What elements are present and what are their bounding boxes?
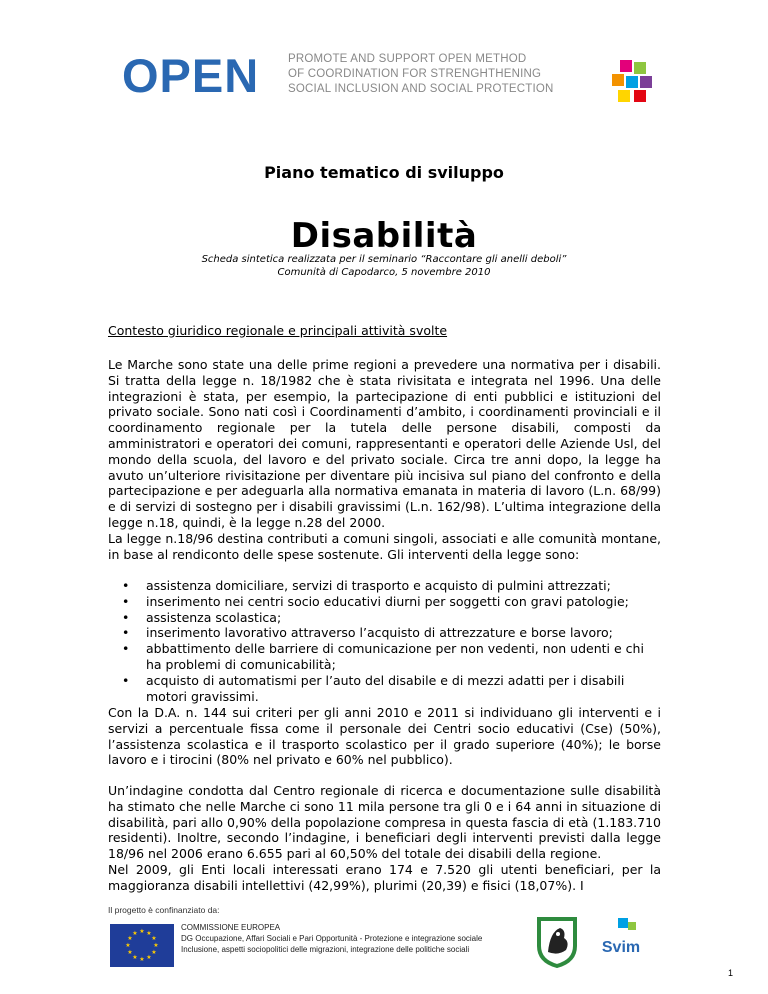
tagline-line: OF COORDINATION FOR STRENGHTHENING bbox=[288, 68, 542, 80]
svg-text:★: ★ bbox=[132, 930, 138, 937]
regione-marche-logo-icon bbox=[536, 916, 578, 968]
svg-text:★: ★ bbox=[146, 930, 152, 937]
eu-flag-icon bbox=[110, 924, 174, 967]
list-item-text: inserimento nei centri socio educativi diurni per soggetti con gravi patologie; bbox=[146, 593, 629, 609]
seminar-location: Comunità di Capodarco, 5 novembre 2010 bbox=[277, 267, 491, 278]
list-item-text: assistenza domiciliare, servizi di trasporto e acquisto di pulmini attrezzati; bbox=[146, 578, 611, 593]
paragraph-text: Le Marche sono state una delle prime regioni a prevedere una normativa per i disabili. Si tratta della legge n. 18/1982 che è stata rivisitata e integrata nel 1996. Una delle integrazioni è stata, per esempio, la partecipazione di enti pubblici e istituzioni del privato sociale. Sono nati così i Coordinamenti d’ambito, i coordinamenti provinciali e il coordinamento regionale per la tutela delle persone disabili, composti da amministratori e operatori dei comuni, rappresentanti e operatori delle Aziende Usl, del mondo della scuola, del lavoro e del privato sociale. Circa tre anni dopo, la legge ha avuto un’ulteriore rivisitazione per diventare più incisiva sul piano del confronto e della partecipazione e per adeguarla alla normativa emanata in materia di lavoro (L.n. 68/99) e di servizi di sostegno per i disabili gravissimi (L.n. 162/98). L’ultima integrazione della legge n.18, quindi, è la legge n.28 del 2000. bbox=[108, 357, 661, 530]
svim-label: Svim bbox=[601, 939, 641, 956]
svg-text:★: ★ bbox=[146, 954, 152, 961]
paragraph-text: Un’indagine condotta dal Centro regionale di ricerca e documentazione sulle disabilità ha stimato che nelle Marche ci sono 11 mila persone tra gli 0 e i 64 anni in situazione di disabilità, pari allo 0,90% della popolazione compresa in questa fascia di età (1.183.710 residenti). Inoltre, secondo l’indagine, i beneficiari degli interventi previsti dalla legge 18/96 nel 2006 erano 6.655 pari al 60,50% del totale dei disabili della regione. bbox=[108, 783, 661, 862]
list-item bbox=[108, 610, 661, 626]
bullet-icon: • bbox=[122, 625, 130, 641]
footer-line: DG Occupazione, Affari Sociali e Pari Opportunità - Protezione e integrazione sociale bbox=[181, 934, 483, 943]
svg-text:★: ★ bbox=[127, 949, 133, 956]
partner-logo-icon bbox=[612, 60, 654, 104]
paragraph-3 bbox=[108, 705, 661, 768]
paragraph-text: La legge n.18/96 destina contributi a comuni singoli, associati e alle comunità montane, in base al rendiconto delle spese sostenute. Gli interventi della legge sono: bbox=[108, 531, 661, 562]
svg-text:★: ★ bbox=[139, 928, 145, 935]
list-item-text: assistenza scolastica; bbox=[146, 609, 282, 625]
list-item bbox=[108, 641, 661, 673]
footer-line: Inclusione, aspetti sociopolitici delle migrazioni, integrazione delle politiche sociali bbox=[181, 945, 470, 954]
list-item-text: abbattimento delle barriere di comunicazione per non vedenti, non udenti e chi ha problemi di comunicabilità; bbox=[146, 641, 644, 672]
document-title: Disabilità bbox=[290, 216, 478, 256]
svg-text:★: ★ bbox=[139, 956, 145, 963]
tagline-line: PROMOTE AND SUPPORT OPEN METHOD bbox=[288, 53, 527, 65]
svg-text:★: ★ bbox=[127, 935, 133, 942]
page-number: 1 bbox=[728, 968, 734, 978]
list-item bbox=[108, 594, 661, 610]
list-item bbox=[108, 578, 661, 594]
paragraph-text: Nel 2009, gli Enti locali interessati erano 174 e 7.520 gli utenti beneficiari, per la maggioranza disabili intellettivi (42,99%), plurimi (20,39) e fisici (18,07%). I bbox=[108, 861, 661, 893]
paragraph-4 bbox=[108, 783, 661, 894]
svg-text:★: ★ bbox=[132, 954, 138, 961]
interventions-list bbox=[108, 578, 661, 704]
open-tagline bbox=[288, 52, 554, 97]
list-item-text: acquisto di automatismi per l’auto del disabile e di mezzi adatti per i disabili motori gravissimi. bbox=[146, 672, 625, 704]
open-logo: OPEN bbox=[122, 49, 260, 102]
section-heading: Contesto giuridico regionale e principali attività svolte bbox=[108, 323, 448, 338]
list-item bbox=[108, 625, 661, 641]
paragraph-text: Con la D.A. n. 144 sui criteri per gli anni 2010 e 2011 si individuano gli interventi e i servizi a percentuale fissa come il personale dei Centri socio educativi (Cse) (50%), l’assistenza scolastica e il trasporto scolastico per il grado superiore (40%); le borse lavoro e i tirocini (80% nel privato e 60% nel pubblico). bbox=[108, 705, 661, 768]
bullet-icon: • bbox=[122, 672, 130, 688]
bullet-icon: • bbox=[122, 609, 130, 625]
document-subtitle: Piano tematico di sviluppo bbox=[264, 163, 504, 182]
paragraph-2 bbox=[108, 531, 661, 563]
seminar-note: Scheda sintetica realizzata per il seminario “Raccontare gli anelli deboli” bbox=[201, 254, 567, 265]
bullet-icon: • bbox=[122, 593, 130, 609]
bullet-icon: • bbox=[122, 578, 130, 593]
svg-text:★: ★ bbox=[151, 935, 157, 942]
tagline-line: SOCIAL INCLUSION AND SOCIAL PROTECTION bbox=[288, 83, 554, 95]
paragraph-1 bbox=[108, 357, 661, 531]
svg-text:★: ★ bbox=[151, 949, 157, 956]
cofunded-label: Il progetto è confinanziato da: bbox=[108, 905, 220, 915]
footer-line: COMMISSIONE EUROPEA bbox=[181, 923, 281, 932]
list-item-text: inserimento lavorativo attraverso l’acquisto di attrezzature e borse lavoro; bbox=[146, 625, 613, 641]
eu-commission-text bbox=[181, 922, 521, 955]
svg-text:★: ★ bbox=[125, 942, 131, 949]
bullet-icon: • bbox=[122, 641, 130, 657]
svg-text:★: ★ bbox=[153, 942, 159, 949]
svim-logo-icon bbox=[598, 918, 644, 964]
list-item bbox=[108, 673, 661, 705]
